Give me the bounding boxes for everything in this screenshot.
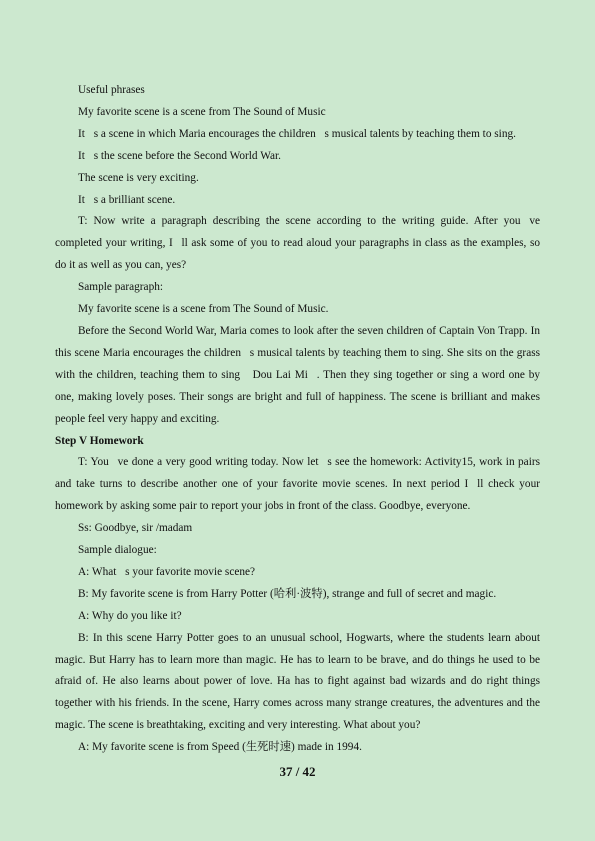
body-paragraph: Sample paragraph: xyxy=(78,281,164,294)
body-paragraph: Useful phrases xyxy=(78,84,145,96)
body-paragraph: Before the Second World War, Maria comes to look after the seven children of Captain Von Trapp. In this scene Maria encourages the children s musical talents by teaching them to sing. She sits on the grass with the children, teaching them to sing  Dou Lai Mi . Then they sing together or sing a word one by one, making lovely poses. Their songs are bright and full of happiness. The scene is brilliant and makes people feel very happy and exciting. xyxy=(55,324,540,425)
body-paragraph: Sample dialogue: xyxy=(78,544,157,557)
body-paragraph: A: My favorite scene is from Speed (生死时速) made in 1994. xyxy=(78,741,362,754)
body-paragraph: My favorite scene is a scene from The Sound of Music xyxy=(78,105,326,118)
body-paragraph: Ss: Goodbye, sir /madam xyxy=(78,522,193,535)
body-paragraph: T: Now write a paragraph describing the scene according to the writing guide. After you ve completed your writing, I ll ask some of you to read aloud your paragraphs in class as the examples, so do it as well as you can, yes? xyxy=(55,215,540,272)
body-paragraph: It s a brilliant scene. xyxy=(78,193,176,206)
body-paragraph: My favorite scene is a scene from The Sound of Music. xyxy=(78,303,329,316)
body-paragraph: A: What s your favorite movie scene? xyxy=(78,565,256,578)
body-paragraph: A: Why do you like it? xyxy=(78,609,182,622)
body-paragraph: B: In this scene Harry Potter goes to an unusual school, Hogwarts, where the students learn about magic. But Harry has to learn more than magic. He has to learn to be brave, and do things he used to be afraid of. He also learns about power of love. Ha has to fight against bad wizards and do right things together with his friends. In the scene, Harry comes across many strange creatures, the adventures and the magic. The scene is breathtaking, exciting and very interesting. What about you? xyxy=(55,631,540,732)
document-body xyxy=(55,80,540,759)
body-paragraph: It s the scene before the Second World War. xyxy=(78,149,281,162)
body-paragraph: The scene is very exciting. xyxy=(78,171,199,184)
section-heading: Step V Homework xyxy=(55,434,144,447)
page-number: 37 / 42 xyxy=(279,764,316,779)
body-paragraph: T: You ve done a very good writing today. Now let s see the homework: Activity15, work in pairs and take turns to describe another one of your favorite movie scenes. In next period I ll check your homework by asking some pair to report your jobs in front of the class. Goodbye, everyone. xyxy=(55,456,540,513)
body-paragraph: It s a scene in which Maria encourages the children s musical talents by teaching them to sing. xyxy=(78,127,516,140)
body-paragraph: B: My favorite scene is from Harry Potter (哈利·波特), strange and full of secret and magic. xyxy=(78,587,497,600)
